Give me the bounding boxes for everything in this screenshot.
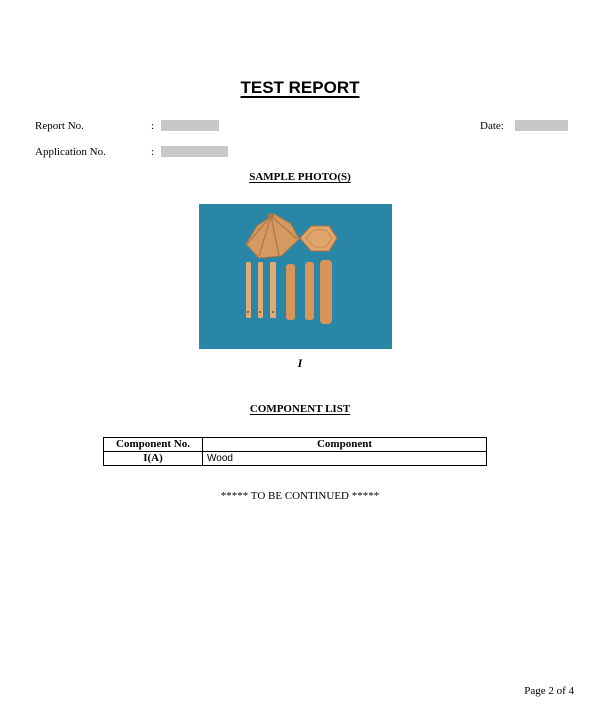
component-name-cell: Wood xyxy=(203,452,487,466)
sample-photo-heading: SAMPLE PHOTO(S) xyxy=(249,171,351,183)
component-list-heading: COMPONENT LIST xyxy=(249,403,351,415)
component-no-cell: I(A) xyxy=(104,452,203,466)
table-row xyxy=(104,452,487,466)
application-no-redacted xyxy=(161,146,228,157)
date-label: Date: xyxy=(480,120,504,132)
report-no-colon: : xyxy=(151,120,155,132)
wood-parts-illustration xyxy=(199,204,392,349)
table-header-row xyxy=(104,438,487,452)
report-no-redacted xyxy=(161,120,219,131)
report-title: TEST REPORT xyxy=(240,78,360,97)
sample-photo xyxy=(199,204,392,349)
page-number: Page 2 of 4 xyxy=(524,685,574,697)
date-redacted xyxy=(515,120,568,131)
to-be-continued-text: ***** TO BE CONTINUED ***** xyxy=(220,490,380,502)
application-no-colon: : xyxy=(151,146,155,158)
photo-caption: I xyxy=(297,356,303,370)
component-table xyxy=(103,437,487,466)
application-no-label: Application No. xyxy=(35,146,106,158)
column-header-component: Component xyxy=(203,438,487,452)
report-no-label: Report No. xyxy=(35,120,84,132)
column-header-component-no: Component No. xyxy=(104,438,203,452)
